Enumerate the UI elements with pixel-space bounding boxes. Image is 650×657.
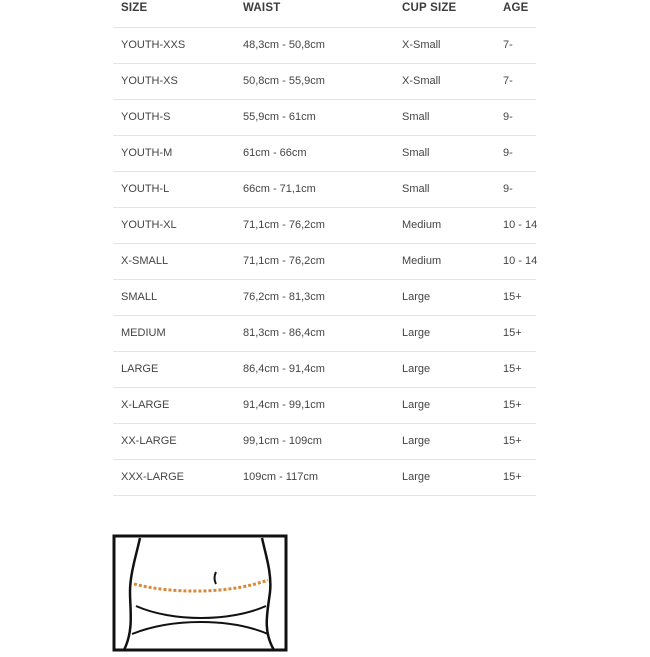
cell-age: 15+: [503, 471, 522, 483]
table-row: [113, 136, 536, 172]
header-waist: WAIST: [243, 2, 281, 14]
diagram-frame: [114, 536, 286, 650]
cell-cup-size: Large: [402, 471, 431, 483]
header-cup-size: CUP SIZE: [402, 2, 457, 14]
table-row: [113, 172, 536, 208]
cell-waist: 71,1cm - 76,2cm: [243, 255, 325, 267]
cell-cup-size: Large: [402, 291, 431, 303]
cell-size: YOUTH-S: [121, 111, 171, 123]
cell-waist: 50,8cm - 55,9cm: [243, 75, 325, 87]
cell-age: 7-: [503, 39, 513, 51]
cell-waist: 61cm - 66cm: [243, 147, 307, 159]
waist-measurement-diagram: [112, 534, 290, 652]
cell-waist: 99,1cm - 109cm: [243, 435, 322, 447]
cell-size: SMALL: [121, 291, 158, 303]
cell-size: X-LARGE: [121, 399, 170, 411]
size-chart-table: [113, 0, 536, 496]
cell-waist: 66cm - 71,1cm: [243, 183, 316, 195]
cell-age: 10 - 14: [503, 255, 538, 267]
table-row: [113, 280, 536, 316]
cell-cup-size: X-Small: [402, 75, 441, 87]
cell-age: 9-: [503, 183, 513, 195]
cell-age: 7-: [503, 75, 513, 87]
cell-waist: 86,4cm - 91,4cm: [243, 363, 325, 375]
cell-cup-size: Medium: [402, 219, 442, 231]
table-row: [113, 316, 536, 352]
cell-size: YOUTH-M: [121, 147, 173, 159]
cell-cup-size: Large: [402, 363, 431, 375]
cell-size: YOUTH-L: [121, 183, 170, 195]
table-row: [113, 388, 536, 424]
cell-age: 10 - 14: [503, 219, 538, 231]
cell-waist: 109cm - 117cm: [243, 471, 318, 483]
cell-cup-size: Large: [402, 399, 431, 411]
cell-size: LARGE: [121, 363, 159, 375]
table-row: [113, 64, 536, 100]
cell-size: X-SMALL: [121, 255, 169, 267]
table-row: [113, 424, 536, 460]
table-row: [113, 460, 536, 496]
cell-age: 15+: [503, 435, 522, 447]
cell-size: XX-LARGE: [121, 435, 177, 447]
cell-size: YOUTH-XXS: [121, 39, 186, 51]
cell-waist: 91,4cm - 99,1cm: [243, 399, 325, 411]
cell-cup-size: Small: [402, 183, 430, 195]
table-row: [113, 352, 536, 388]
cell-waist: 71,1cm - 76,2cm: [243, 219, 325, 231]
cell-cup-size: Large: [402, 327, 431, 339]
cell-waist: 48,3cm - 50,8cm: [243, 39, 325, 51]
cell-size: YOUTH-XS: [121, 75, 178, 87]
table-body: [113, 28, 536, 496]
cell-cup-size: Medium: [402, 255, 442, 267]
cell-size: XXX-LARGE: [121, 471, 184, 483]
cell-cup-size: Small: [402, 111, 430, 123]
header-size: SIZE: [121, 2, 148, 14]
cell-cup-size: X-Small: [402, 39, 441, 51]
cell-waist: 55,9cm - 61cm: [243, 111, 316, 123]
table-header: [113, 0, 536, 28]
cell-age: 9-: [503, 147, 513, 159]
cell-age: 15+: [503, 327, 522, 339]
cell-waist: 76,2cm - 81,3cm: [243, 291, 325, 303]
table-row: [113, 208, 536, 244]
cell-age: 15+: [503, 399, 522, 411]
cell-waist: 81,3cm - 86,4cm: [243, 327, 325, 339]
waist-measurement-icon: [112, 534, 290, 652]
table-row: [113, 28, 536, 64]
table-row: [113, 100, 536, 136]
header-age: AGE: [503, 2, 529, 14]
cell-size: YOUTH-XL: [121, 219, 177, 231]
cell-age: 15+: [503, 291, 522, 303]
cell-age: 15+: [503, 363, 522, 375]
cell-cup-size: Large: [402, 435, 431, 447]
cell-age: 9-: [503, 111, 513, 123]
cell-cup-size: Small: [402, 147, 430, 159]
table-row: [113, 244, 536, 280]
cell-size: MEDIUM: [121, 327, 166, 339]
